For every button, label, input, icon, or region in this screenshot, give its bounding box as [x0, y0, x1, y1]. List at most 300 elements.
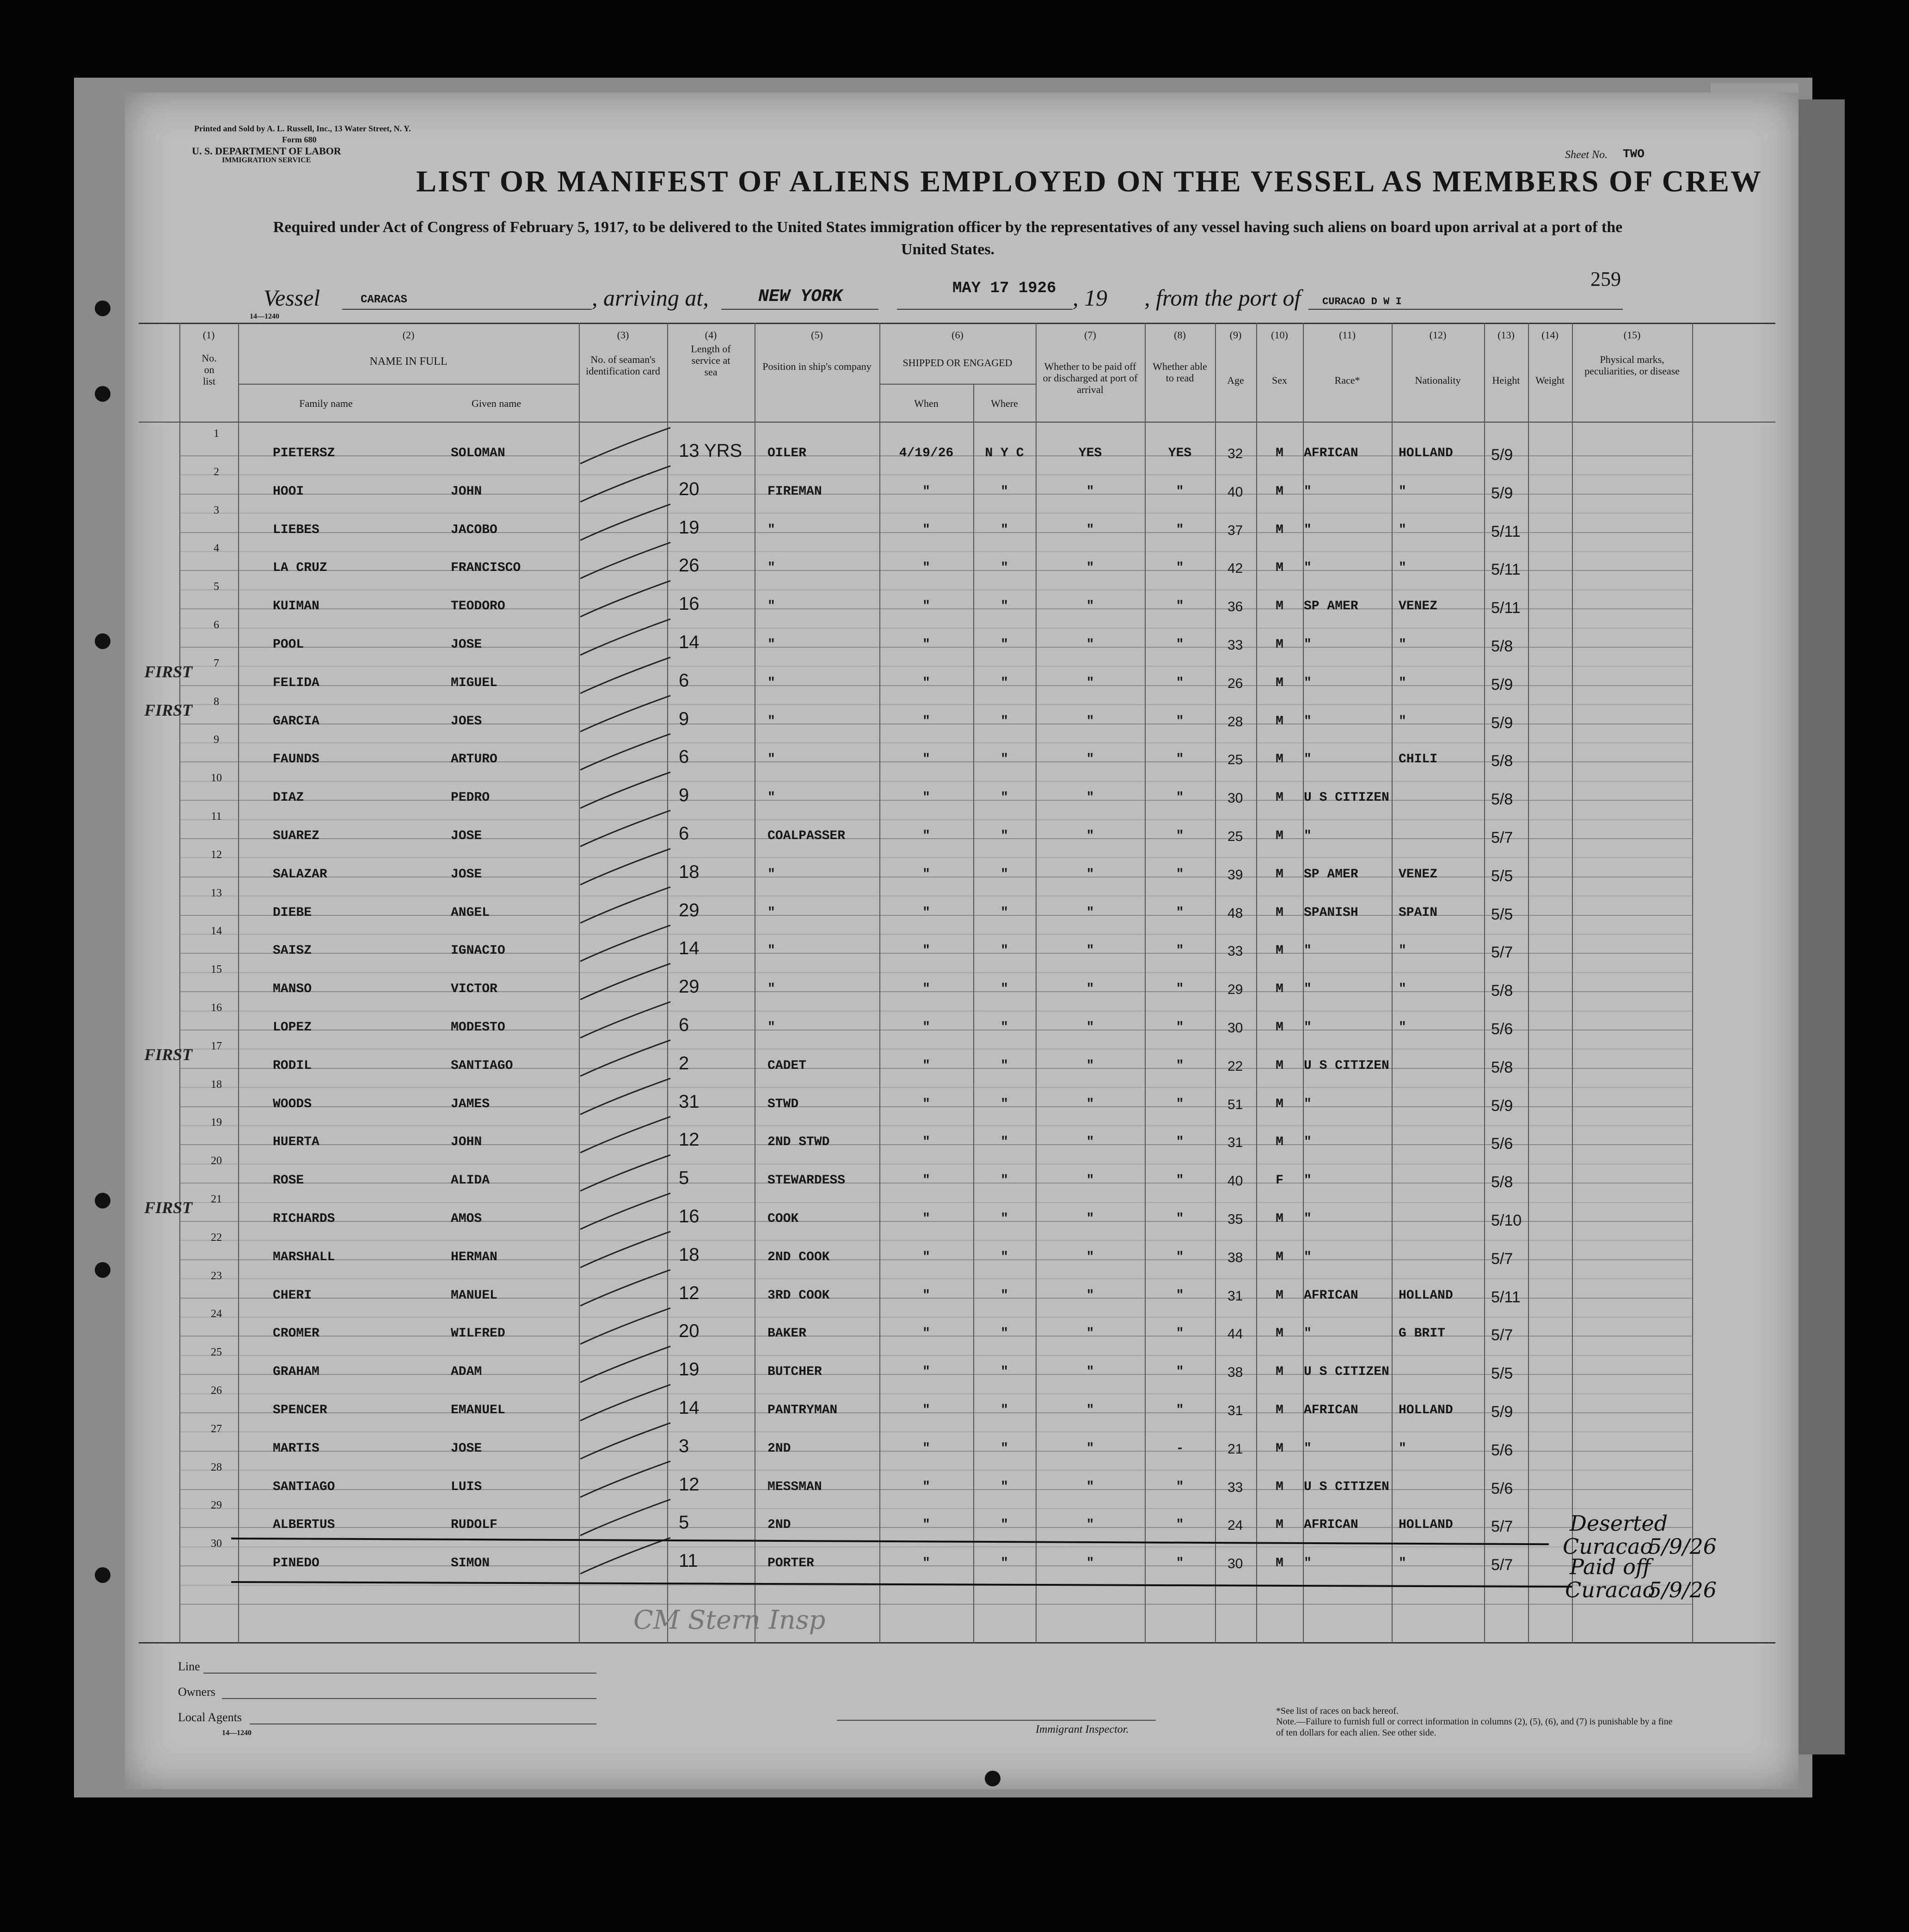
nationality-cell: VENEZ [1399, 867, 1438, 882]
given-name-cell: RUDOLF [451, 1518, 497, 1533]
sex-cell: M [1276, 1288, 1283, 1303]
position-cell: " [767, 599, 775, 614]
pen-stroke [580, 887, 670, 923]
height-cell: 5/6 [1491, 1135, 1513, 1153]
col12-number: (12) [1429, 329, 1447, 341]
shipped-when-cell: " [922, 599, 930, 614]
shipped-where-cell: " [1001, 829, 1008, 843]
age-cell: 33 [1228, 944, 1243, 959]
given-name-cell: MODESTO [451, 1020, 505, 1035]
position-cell: " [767, 638, 775, 652]
position-cell: " [767, 522, 775, 537]
pen-stroke [580, 1040, 670, 1076]
height-cell: 5/7 [1491, 1518, 1513, 1536]
service-length-cell: 20 [679, 1321, 700, 1342]
age-cell: 35 [1228, 1212, 1243, 1227]
departure-port: CURACAO D W I [1322, 296, 1402, 307]
shipped-where-cell: " [1001, 1173, 1008, 1188]
col8-number: (8) [1174, 329, 1186, 341]
row-number: 29 [211, 1499, 222, 1512]
paid-off-cell: " [1086, 791, 1094, 805]
footer-owners-label: Owners [178, 1685, 215, 1699]
given-name-cell: JOSE [451, 1441, 482, 1456]
able-to-read-cell: " [1176, 522, 1184, 537]
service-length-cell: 16 [679, 594, 700, 614]
position-cell: " [767, 675, 775, 690]
row-number: 24 [211, 1308, 222, 1320]
shipped-when-cell: " [922, 561, 930, 576]
height-cell: 5/5 [1491, 867, 1513, 885]
col11-number: (11) [1339, 329, 1356, 341]
age-cell: 38 [1228, 1250, 1243, 1265]
able-to-read-cell: " [1176, 675, 1184, 690]
sex-cell: M [1276, 944, 1283, 958]
paid-off-cell: " [1086, 1135, 1094, 1150]
service-length-cell: 5 [679, 1512, 689, 1533]
shipped-when-cell: " [922, 1020, 930, 1035]
age-cell: 21 [1228, 1441, 1243, 1457]
position-cell: " [767, 905, 775, 920]
col2-header: NAME IN FULL [369, 356, 448, 368]
age-cell: 22 [1228, 1058, 1243, 1074]
given-name-cell: ANGEL [451, 905, 490, 920]
able-to-read-cell: " [1176, 1173, 1184, 1188]
pen-stroke [580, 581, 670, 617]
family-name-cell: SPENCER [273, 1403, 327, 1417]
shipped-where-cell: " [1001, 1365, 1008, 1380]
col4-number: (4) [705, 329, 717, 341]
shipped-when-cell: " [922, 1288, 930, 1303]
service-length-cell: 2 [679, 1053, 689, 1073]
shipped-where-cell: " [1001, 1058, 1008, 1073]
col1-header: No. on list [202, 352, 217, 387]
race-cell: AFRICAN [1304, 1518, 1358, 1533]
paid-off-cell: " [1086, 905, 1094, 920]
row-number: 4 [214, 542, 219, 555]
shipped-when-cell: " [922, 714, 930, 729]
paid-off-cell: " [1086, 1403, 1094, 1417]
nationality-cell: " [1399, 1556, 1406, 1571]
race-cell: " [1304, 1250, 1312, 1264]
given-name-cell: WILFRED [451, 1326, 505, 1341]
shipped-when-cell: " [922, 905, 930, 920]
shipped-where-cell: " [1001, 944, 1008, 958]
height-cell: 5/7 [1491, 1250, 1513, 1268]
age-cell: 48 [1228, 905, 1243, 921]
nationality-cell: " [1399, 484, 1406, 499]
shipped-where-cell: " [1001, 867, 1008, 882]
shipped-when-cell: " [922, 1173, 930, 1188]
able-to-read-cell: " [1176, 714, 1184, 729]
shipped-where-cell: " [1001, 752, 1008, 767]
race-cell: " [1304, 829, 1312, 843]
given-name-cell: ALIDA [451, 1173, 490, 1188]
agents-underline [250, 1723, 596, 1724]
shipped-when-cell: " [922, 1365, 930, 1380]
shipped-when-cell: " [922, 675, 930, 690]
row-number: 9 [214, 734, 219, 746]
position-cell: " [767, 982, 775, 997]
pen-stroke [580, 1193, 670, 1229]
position-cell: OILER [767, 446, 807, 460]
race-cell: " [1304, 1326, 1312, 1341]
age-cell: 40 [1228, 1173, 1243, 1189]
nationality-cell: SPAIN [1399, 905, 1438, 920]
footer-form-code: 14—1240 [222, 1729, 252, 1737]
position-cell: STWD [767, 1097, 799, 1111]
race-cell: " [1304, 1020, 1312, 1035]
annotation-date-1: 5/9/26 [1648, 1534, 1717, 1559]
service-length-cell: 12 [679, 1129, 700, 1150]
row-number: 10 [211, 772, 222, 785]
able-to-read-cell: " [1176, 1135, 1184, 1150]
paid-off-cell: " [1086, 867, 1094, 882]
service-length-cell: 14 [679, 938, 700, 959]
col1-number: (1) [203, 329, 215, 341]
age-cell: 25 [1228, 829, 1243, 844]
height-cell: 5/9 [1491, 1403, 1513, 1421]
row-number: 3 [214, 504, 219, 516]
col2-number: (2) [402, 329, 415, 341]
nationality-cell: HOLLAND [1399, 1288, 1453, 1303]
sex-cell: M [1276, 638, 1283, 652]
pen-stroke [580, 1116, 670, 1153]
height-cell: 5/11 [1491, 599, 1521, 617]
family-name-cell: ROSE [273, 1173, 304, 1188]
family-name-cell: ALBERTUS [273, 1518, 335, 1533]
able-to-read-cell: - [1176, 1441, 1184, 1456]
row-number: 19 [211, 1116, 222, 1129]
family-name-cell: SAISZ [273, 944, 312, 958]
paid-off-cell: " [1086, 714, 1094, 729]
col10-header: Sex [1272, 374, 1287, 386]
height-cell: 5/8 [1491, 1173, 1513, 1191]
shipped-when-cell: " [922, 1518, 930, 1533]
given-name-cell: VICTOR [451, 982, 497, 997]
shipped-where-cell: " [1001, 1326, 1008, 1341]
service-length-cell: 12 [679, 1282, 700, 1303]
pen-stroke [580, 1423, 670, 1459]
pen-stroke [580, 925, 670, 961]
family-name-cell: DIAZ [273, 791, 304, 805]
service-length-cell: 5 [679, 1168, 689, 1189]
paid-off-cell: " [1086, 829, 1094, 843]
age-cell: 33 [1228, 1479, 1243, 1495]
shipped-when-cell: " [922, 1135, 930, 1150]
age-cell: 30 [1228, 1020, 1243, 1036]
annotation-curacao-1: Curacao [1563, 1534, 1653, 1559]
able-to-read-cell: " [1176, 599, 1184, 614]
shipped-where-cell: " [1001, 599, 1008, 614]
given-name-cell: MIGUEL [451, 675, 497, 690]
paid-off-cell: " [1086, 1212, 1094, 1226]
nationality-cell: " [1399, 522, 1406, 537]
service-length-cell: 19 [679, 517, 700, 538]
shipped-where-header: Where [991, 398, 1018, 409]
given-name-cell: JOSE [451, 829, 482, 843]
shipped-when-cell: " [922, 522, 930, 537]
paid-off-cell: " [1086, 1556, 1094, 1571]
nationality-cell: VENEZ [1399, 599, 1438, 614]
row-number: 5 [214, 581, 219, 593]
given-name-cell: JOSE [451, 867, 482, 882]
race-cell: SPANISH [1304, 905, 1358, 920]
height-cell: 5/10 [1491, 1212, 1522, 1229]
inspector-signature: CM Stern Insp [633, 1605, 826, 1635]
sex-cell: M [1276, 905, 1283, 920]
paid-off-cell: " [1086, 675, 1094, 690]
shipped-when-cell: 4/19/26 [899, 446, 954, 460]
paid-off-cell: " [1086, 1097, 1094, 1111]
nationality-cell: " [1399, 1020, 1406, 1035]
family-name-cell: GRAHAM [273, 1365, 319, 1380]
service-length-cell: 9 [679, 708, 689, 729]
sex-cell: M [1276, 675, 1283, 690]
shipped-where-cell: " [1001, 1250, 1008, 1264]
shipped-when-cell: " [922, 867, 930, 882]
sex-cell: M [1276, 599, 1283, 614]
nationality-cell: " [1399, 561, 1406, 576]
height-cell: 5/11 [1491, 522, 1521, 540]
first-class-stamp: FIRST [144, 1198, 193, 1217]
row-number: 12 [211, 848, 222, 861]
footer-penalty-note: Note.—Failure to furnish full or correct information in columns (2), (5), (6), and (7) is punishable by a fine of ten dollars for each alien. See other side. [1276, 1717, 1673, 1738]
paid-off-cell: " [1086, 484, 1094, 499]
given-name-cell: JAMES [451, 1097, 490, 1111]
family-name-header: Family name [299, 398, 353, 409]
service-length-cell: 12 [679, 1474, 700, 1495]
height-cell: 5/7 [1491, 1326, 1513, 1344]
given-name-cell: SANTIAGO [451, 1058, 513, 1073]
shipped-where-cell: " [1001, 1556, 1008, 1571]
given-name-cell: HERMAN [451, 1250, 497, 1264]
height-cell: 5/5 [1491, 905, 1513, 923]
pen-stroke [580, 1232, 670, 1268]
race-cell: " [1304, 522, 1312, 537]
col3-header: No. of seaman's identification card [586, 354, 660, 377]
shipped-where-cell: " [1001, 1020, 1008, 1035]
race-cell: " [1304, 675, 1312, 690]
service-length-cell: 11 [679, 1551, 698, 1571]
row-number: 7 [214, 657, 219, 669]
footer-race-note: *See list of races on back hereof. [1276, 1706, 1399, 1716]
row-number: 6 [214, 619, 219, 631]
service-length-cell: 16 [679, 1206, 700, 1227]
sex-cell: M [1276, 1058, 1283, 1073]
sex-cell: M [1276, 982, 1283, 997]
family-name-cell: CROMER [273, 1326, 319, 1341]
page-subtitle: Required under Act of Congress of February 5, 1917, to be delivered to the United States immigration officer by the representatives of any vessel having such aliens on board upon arrival at a port of the United States. [273, 219, 1623, 258]
given-name-header: Given name [472, 398, 521, 409]
height-cell: 5/7 [1491, 829, 1513, 846]
family-name-cell: SALAZAR [273, 867, 327, 882]
sex-cell: M [1276, 1365, 1283, 1380]
given-name-cell: MANUEL [451, 1288, 497, 1303]
pen-stroke [580, 542, 670, 578]
age-cell: 30 [1228, 1556, 1243, 1572]
service-length-cell: 6 [679, 1015, 689, 1035]
col15-header: Physical marks, peculiarities, or disease [1584, 354, 1680, 377]
family-name-cell: LIEBES [273, 522, 319, 537]
inspector-underline [837, 1720, 1156, 1721]
sex-cell: M [1276, 1326, 1283, 1341]
sex-cell: M [1276, 522, 1283, 537]
height-cell: 5/9 [1491, 675, 1513, 693]
col13-number: (13) [1498, 329, 1515, 341]
position-cell: " [767, 752, 775, 767]
given-name-cell: JACOBO [451, 522, 497, 537]
sex-cell: F [1276, 1173, 1283, 1188]
year-label: , 19 [1073, 285, 1107, 311]
paid-off-cell: YES [1078, 446, 1102, 460]
paid-off-cell: " [1086, 1441, 1094, 1456]
row-number: 11 [211, 810, 222, 822]
given-name-cell: EMANUEL [451, 1403, 505, 1417]
sex-cell: M [1276, 561, 1283, 576]
able-to-read-cell: " [1176, 867, 1184, 882]
race-cell: AFRICAN [1304, 446, 1358, 460]
age-cell: 32 [1228, 446, 1243, 461]
given-name-cell: AMOS [451, 1212, 482, 1226]
pen-stroke [580, 504, 670, 540]
shipped-when-cell: " [922, 944, 930, 958]
sex-cell: M [1276, 1441, 1283, 1456]
race-cell: " [1304, 1097, 1312, 1111]
pen-stroke [580, 772, 670, 808]
shipped-where-cell: " [1001, 1403, 1008, 1417]
able-to-read-cell: YES [1168, 446, 1192, 460]
height-cell: 5/8 [1491, 752, 1513, 770]
position-cell: " [767, 1020, 775, 1035]
race-cell: AFRICAN [1304, 1403, 1358, 1417]
pen-stroke [580, 466, 670, 502]
family-name-cell: RODIL [273, 1058, 312, 1073]
race-cell: U S CITIZEN [1304, 1058, 1389, 1073]
col14-number: (14) [1541, 329, 1559, 341]
position-cell: " [767, 867, 775, 882]
age-cell: 37 [1228, 522, 1243, 538]
race-cell: " [1304, 944, 1312, 958]
family-name-cell: KUIMAN [273, 599, 319, 614]
age-cell: 31 [1228, 1288, 1243, 1304]
nationality-cell: " [1399, 638, 1406, 652]
able-to-read-cell: " [1176, 1288, 1184, 1303]
pen-stroke [580, 1079, 670, 1115]
nationality-cell: G BRIT [1399, 1326, 1445, 1341]
height-cell: 5/8 [1491, 1058, 1513, 1076]
pen-stroke [580, 963, 670, 1000]
arrival-date: MAY 17 1926 [952, 280, 1056, 297]
row-number: 14 [211, 925, 222, 938]
age-cell: 33 [1228, 638, 1243, 653]
form-number: Form 680 [282, 135, 317, 144]
age-cell: 39 [1228, 867, 1243, 883]
height-cell: 5/9 [1491, 484, 1513, 502]
shipped-where-cell: N Y C [985, 446, 1024, 460]
pen-stroke [580, 810, 670, 846]
row-number: 27 [211, 1423, 222, 1435]
row-number: 26 [211, 1385, 222, 1397]
shipped-when-cell: " [922, 829, 930, 843]
family-name-cell: FAUNDS [273, 752, 319, 767]
paid-off-cell: " [1086, 522, 1094, 537]
family-name-cell: MARTIS [273, 1441, 319, 1456]
sex-cell: M [1276, 1556, 1283, 1571]
vessel-label: Vessel [264, 285, 320, 311]
age-cell: 42 [1228, 561, 1243, 577]
position-cell: " [767, 561, 775, 576]
pen-stroke [580, 1270, 670, 1306]
printer-line: Printed and Sold by A. L. Russell, Inc., 13 Water Street, N. Y. [194, 124, 411, 133]
age-cell: 30 [1228, 791, 1243, 806]
footer-agents-label: Local Agents [178, 1711, 242, 1724]
shipped-when-cell: " [922, 1441, 930, 1456]
service-length-cell: 3 [679, 1435, 689, 1456]
position-cell: BUTCHER [767, 1365, 822, 1380]
height-cell: 5/9 [1491, 1097, 1513, 1115]
service-length-cell: 14 [679, 632, 700, 652]
service-length-cell: 29 [679, 900, 700, 920]
family-name-cell: POOL [273, 638, 304, 652]
arriving-label: , arriving at, [592, 285, 709, 311]
first-class-stamp: FIRST [144, 662, 193, 681]
age-cell: 51 [1228, 1097, 1243, 1112]
given-name-cell: PEDRO [451, 791, 490, 805]
shipped-where-cell: " [1001, 522, 1008, 537]
service-length-cell: 13 YRS [679, 441, 743, 461]
family-name-cell: SANTIAGO [273, 1479, 335, 1494]
position-cell: 3RD COOK [767, 1288, 830, 1303]
shipped-when-cell: " [922, 1556, 930, 1571]
able-to-read-cell: " [1176, 1518, 1184, 1533]
position-cell: COALPASSER [767, 829, 846, 843]
page-number: 259 [1590, 268, 1621, 290]
pen-stroke [580, 1308, 670, 1344]
shipped-where-cell: " [1001, 638, 1008, 652]
position-cell: 2ND [767, 1441, 791, 1456]
shipped-where-cell: " [1001, 1288, 1008, 1303]
able-to-read-cell: " [1176, 829, 1184, 843]
col10-number: (10) [1271, 329, 1288, 341]
row-number: 21 [211, 1193, 222, 1205]
position-cell: " [767, 714, 775, 729]
given-name-cell: JOSE [451, 638, 482, 652]
owners-underline [222, 1698, 596, 1699]
able-to-read-cell: " [1176, 791, 1184, 805]
department: U. S. DEPARTMENT OF LABOR [192, 145, 341, 157]
position-cell: PANTRYMAN [767, 1403, 838, 1417]
family-name-cell: CHERI [273, 1288, 312, 1303]
position-cell: PORTER [767, 1556, 814, 1571]
form-code-top: 14—1240 [250, 313, 279, 320]
shipped-where-cell: " [1001, 1518, 1008, 1533]
col7-number: (7) [1084, 329, 1096, 341]
age-cell: 40 [1228, 484, 1243, 500]
pen-stroke [580, 1461, 670, 1497]
position-cell: 2ND [767, 1518, 791, 1533]
able-to-read-cell: " [1176, 1212, 1184, 1226]
shipped-where-cell: " [1001, 484, 1008, 499]
paid-off-cell: " [1086, 1020, 1094, 1035]
family-name-cell: GARCIA [273, 714, 319, 729]
row-number: 22 [211, 1231, 222, 1244]
height-cell: 5/8 [1491, 982, 1513, 1000]
age-cell: 38 [1228, 1365, 1243, 1380]
shipped-when-cell: " [922, 1058, 930, 1073]
arrival-port: NEW YORK [758, 287, 843, 307]
sex-cell: M [1276, 1212, 1283, 1226]
nationality-cell: " [1399, 675, 1406, 690]
